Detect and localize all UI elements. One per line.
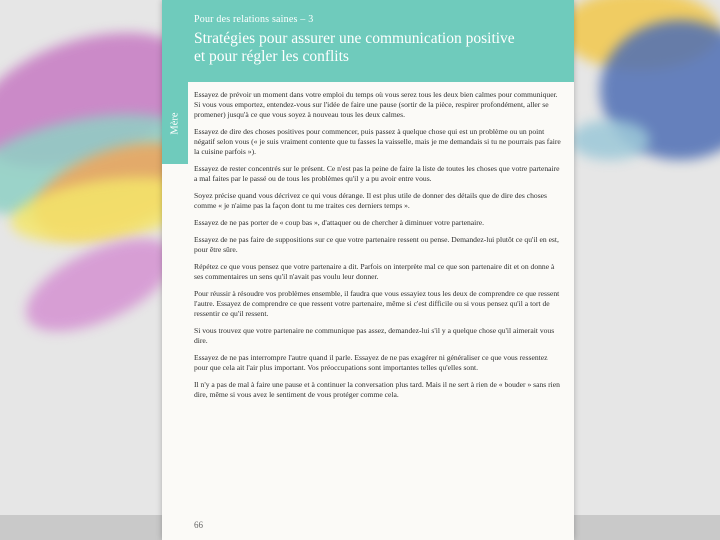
document-page bbox=[162, 0, 574, 540]
paragraph: Si vous trouvez que votre partenaire ne communique pas assez, demandez-lui s'il y a quelque chose qu'il aimerait vous dire. bbox=[194, 325, 555, 345]
page-title bbox=[194, 30, 564, 66]
side-tab-label bbox=[162, 82, 188, 164]
paragraph: Pour réussir à résoudre vos problèmes ensemble, il faudra que vous essayiez tous les deux de comprendre ce que ressent l'autre. Essayez de comprendre ce que ressent votre partenaire, même si c'est difficile ou si vous pensez qu'il a tort de ressentir ce qu'il ressent. bbox=[194, 288, 560, 318]
paragraph: Essayez de rester concentrés sur le présent. Ce n'est pas la peine de faire la liste de toutes les choses que votre partenaire a mal faites par le passé ou de tous les problèmes qu'il y a pu avoir entre vous. bbox=[194, 163, 560, 183]
light-blue-splash bbox=[570, 120, 650, 160]
series-label: Pour des relations saines – 3 bbox=[194, 14, 314, 25]
paragraph: Soyez précise quand vous décrivez ce qui vous dérange. Il est plus utile de donner des détails que de dire des choses comme « je n'aime pas la façon dont tu me traites ces derniers temps ». bbox=[194, 190, 547, 210]
paragraph: Il n'y a pas de mal à faire une pause et à continuer la conversation plus tard. Mais il ne sert à rien de « bouder » sans rien dire, même si vous avez le sentiment de vous protéger comme cela. bbox=[194, 379, 560, 399]
page-content bbox=[194, 90, 562, 407]
paragraph: Répétez ce que vous pensez que votre partenaire a dit. Parfois on interprète mal ce que son partenaire dit et on donne à ses commentaires un sens qu'il n'avait pas voulu leur donner. bbox=[194, 261, 555, 281]
title-line-1: Stratégies pour assurer une communication positive bbox=[194, 30, 515, 47]
paragraph: Essayez de dire des choses positives pour commencer, puis passez à quelque chose qui est un problème ou un point négatif selon vous (« je suis vraiment contente que tu fasses la vaisselle, mais je me demandais si tu ne pourrais pas faire la cuisine parfois »). bbox=[194, 126, 561, 156]
page-number: 66 bbox=[194, 520, 203, 530]
paragraph: Essayez de ne pas interrompre l'autre quand il parle. Essayez de ne pas exagérer ni généraliser ce que vous ressentez pour que cela ait l'air plus important. Vos préoccupations sont importantes telles qu'elles sont. bbox=[194, 352, 548, 372]
title-line-2: et pour régler les conflits bbox=[194, 48, 349, 65]
paragraph: Essayez de ne pas faire de suppositions sur ce que votre partenaire ressent ou pense. Demandez-lui plutôt ce qu'il en est, pour être sûre. bbox=[194, 234, 559, 254]
paragraph: Essayez de ne pas porter de « coup bas », d'attaquer ou de chercher à diminuer votre partenaire. bbox=[194, 217, 485, 227]
paragraph: Essayez de prévoir un moment dans votre emploi du temps où vous serez tous les deux bien calmes pour communiquer. Si vous vous emportez, entendez-vous sur l'idée de faire une pause (sortir de la pièce, respirer profondément, aller se promener) jusqu'à ce que vous soyez à nouveau tous les deux calmes. bbox=[194, 90, 558, 119]
page-header bbox=[162, 0, 574, 82]
side-tab-text: Mère bbox=[169, 111, 181, 135]
